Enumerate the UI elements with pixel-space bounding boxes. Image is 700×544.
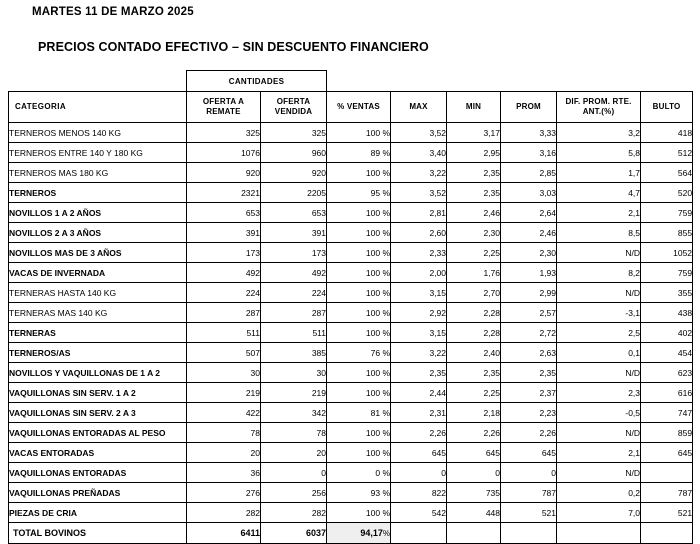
row-bulto: 747 bbox=[641, 403, 693, 423]
table-group-header-row bbox=[9, 71, 693, 92]
row-min: 2,28 bbox=[447, 323, 501, 343]
row-bulto: 759 bbox=[641, 203, 693, 223]
row-bulto: 418 bbox=[641, 123, 693, 143]
row-prom: 2,64 bbox=[501, 203, 557, 223]
row-porcentaje-ventas: 100 % bbox=[327, 283, 391, 303]
total-dif bbox=[557, 523, 641, 544]
row-dif-prom: 0,1 bbox=[557, 343, 641, 363]
row-min: 448 bbox=[447, 503, 501, 523]
row-oferta-vendida: 920 bbox=[261, 163, 327, 183]
col-header-bulto: BULTO bbox=[641, 92, 693, 123]
table-row bbox=[9, 223, 693, 243]
row-prom: 645 bbox=[501, 443, 557, 463]
row-categoria: TERNERAS MAS 140 KG bbox=[9, 303, 187, 323]
row-oferta-remate: 36 bbox=[187, 463, 261, 483]
row-oferta-remate: 391 bbox=[187, 223, 261, 243]
group-header-cantidades: CANTIDADES bbox=[187, 71, 327, 92]
row-max: 3,15 bbox=[391, 323, 447, 343]
row-categoria: NOVILLOS Y VAQUILLONAS DE 1 A 2 bbox=[9, 363, 187, 383]
row-min: 645 bbox=[447, 443, 501, 463]
row-oferta-remate: 173 bbox=[187, 243, 261, 263]
row-oferta-remate: 78 bbox=[187, 423, 261, 443]
row-oferta-remate: 422 bbox=[187, 403, 261, 423]
row-prom: 787 bbox=[501, 483, 557, 503]
table-row bbox=[9, 143, 693, 163]
col-header-dif-prom: DIF. PROM. RTE. ANT.(%) bbox=[557, 92, 641, 123]
row-oferta-vendida: 0 bbox=[261, 463, 327, 483]
row-prom: 2,57 bbox=[501, 303, 557, 323]
row-min: 2,35 bbox=[447, 163, 501, 183]
total-prom bbox=[501, 523, 557, 544]
row-min: 3,17 bbox=[447, 123, 501, 143]
row-dif-prom: 5,8 bbox=[557, 143, 641, 163]
col-header-categoria: CATEGORIA bbox=[9, 92, 187, 123]
prices-table bbox=[8, 70, 693, 544]
total-min bbox=[447, 523, 501, 544]
row-max: 3,15 bbox=[391, 283, 447, 303]
row-oferta-vendida: 219 bbox=[261, 383, 327, 403]
row-prom: 3,16 bbox=[501, 143, 557, 163]
row-dif-prom: N/D bbox=[557, 243, 641, 263]
row-oferta-remate: 276 bbox=[187, 483, 261, 503]
row-oferta-remate: 1076 bbox=[187, 143, 261, 163]
table-row bbox=[9, 183, 693, 203]
row-oferta-remate: 20 bbox=[187, 443, 261, 463]
total-oferta-vendida: 6037 bbox=[261, 523, 327, 544]
total-max bbox=[391, 523, 447, 544]
row-dif-prom: -0,5 bbox=[557, 403, 641, 423]
table-row bbox=[9, 283, 693, 303]
row-bulto bbox=[641, 463, 693, 483]
table-row bbox=[9, 463, 693, 483]
row-bulto: 1052 bbox=[641, 243, 693, 263]
row-porcentaje-ventas: 100 % bbox=[327, 163, 391, 183]
row-prom: 3,03 bbox=[501, 183, 557, 203]
row-bulto: 521 bbox=[641, 503, 693, 523]
col-header-porcentaje-ventas: % VENTAS bbox=[327, 92, 391, 123]
table-row bbox=[9, 383, 693, 403]
row-oferta-vendida: 282 bbox=[261, 503, 327, 523]
row-oferta-vendida: 653 bbox=[261, 203, 327, 223]
row-dif-prom: 7,0 bbox=[557, 503, 641, 523]
row-max: 2,81 bbox=[391, 203, 447, 223]
row-oferta-vendida: 256 bbox=[261, 483, 327, 503]
row-porcentaje-ventas: 93 % bbox=[327, 483, 391, 503]
total-porcentaje-ventas bbox=[327, 523, 391, 544]
row-prom: 0 bbox=[501, 463, 557, 483]
row-categoria: TERNEROS ENTRE 140 Y 180 KG bbox=[9, 143, 187, 163]
row-dif-prom: 1,7 bbox=[557, 163, 641, 183]
row-categoria: TERNEROS MAS 180 KG bbox=[9, 163, 187, 183]
row-oferta-remate: 325 bbox=[187, 123, 261, 143]
row-min: 1,76 bbox=[447, 263, 501, 283]
row-oferta-remate: 507 bbox=[187, 343, 261, 363]
row-prom: 2,35 bbox=[501, 363, 557, 383]
row-oferta-vendida: 2205 bbox=[261, 183, 327, 203]
row-dif-prom: 4,7 bbox=[557, 183, 641, 203]
row-max: 3,40 bbox=[391, 143, 447, 163]
row-prom: 2,23 bbox=[501, 403, 557, 423]
row-dif-prom: 2,5 bbox=[557, 323, 641, 343]
row-porcentaje-ventas: 100 % bbox=[327, 383, 391, 403]
row-prom: 2,72 bbox=[501, 323, 557, 343]
row-oferta-vendida: 391 bbox=[261, 223, 327, 243]
row-prom: 3,33 bbox=[501, 123, 557, 143]
row-min: 2,35 bbox=[447, 183, 501, 203]
total-row bbox=[9, 523, 693, 544]
row-porcentaje-ventas: 100 % bbox=[327, 363, 391, 383]
table-header-row bbox=[9, 92, 693, 123]
table-row bbox=[9, 343, 693, 363]
row-min: 735 bbox=[447, 483, 501, 503]
row-dif-prom: N/D bbox=[557, 283, 641, 303]
row-porcentaje-ventas: 100 % bbox=[327, 203, 391, 223]
row-oferta-vendida: 960 bbox=[261, 143, 327, 163]
total-porcentaje-value: 94,17 bbox=[360, 528, 383, 538]
row-max: 2,44 bbox=[391, 383, 447, 403]
row-oferta-remate: 2321 bbox=[187, 183, 261, 203]
row-porcentaje-ventas: 76 % bbox=[327, 343, 391, 363]
group-header-spacer-left bbox=[9, 71, 187, 92]
row-max: 2,60 bbox=[391, 223, 447, 243]
row-dif-prom: 8,2 bbox=[557, 263, 641, 283]
row-bulto: 564 bbox=[641, 163, 693, 183]
row-categoria: NOVILLOS 2 A 3 AÑOS bbox=[9, 223, 187, 243]
row-categoria: VAQUILLONAS SIN SERV. 1 A 2 bbox=[9, 383, 187, 403]
row-dif-prom: 0,2 bbox=[557, 483, 641, 503]
row-max: 2,35 bbox=[391, 363, 447, 383]
row-oferta-remate: 30 bbox=[187, 363, 261, 383]
row-dif-prom: 3,2 bbox=[557, 123, 641, 143]
row-bulto: 520 bbox=[641, 183, 693, 203]
row-dif-prom: 2,1 bbox=[557, 443, 641, 463]
row-dif-prom: N/D bbox=[557, 463, 641, 483]
row-oferta-vendida: 20 bbox=[261, 443, 327, 463]
row-prom: 2,30 bbox=[501, 243, 557, 263]
row-oferta-vendida: 342 bbox=[261, 403, 327, 423]
row-prom: 2,37 bbox=[501, 383, 557, 403]
row-oferta-remate: 511 bbox=[187, 323, 261, 343]
col-header-min: MIN bbox=[447, 92, 501, 123]
row-min: 2,46 bbox=[447, 203, 501, 223]
row-porcentaje-ventas: 100 % bbox=[327, 423, 391, 443]
table-row bbox=[9, 203, 693, 223]
table-head bbox=[9, 71, 693, 123]
row-bulto: 355 bbox=[641, 283, 693, 303]
row-oferta-remate: 492 bbox=[187, 263, 261, 283]
row-bulto: 759 bbox=[641, 263, 693, 283]
row-min: 2,70 bbox=[447, 283, 501, 303]
row-oferta-vendida: 30 bbox=[261, 363, 327, 383]
row-bulto: 787 bbox=[641, 483, 693, 503]
row-bulto: 859 bbox=[641, 423, 693, 443]
row-bulto: 623 bbox=[641, 363, 693, 383]
row-bulto: 402 bbox=[641, 323, 693, 343]
col-header-prom: PROM bbox=[501, 92, 557, 123]
row-max: 3,22 bbox=[391, 343, 447, 363]
row-min: 2,26 bbox=[447, 423, 501, 443]
table-body bbox=[9, 123, 693, 523]
row-porcentaje-ventas: 100 % bbox=[327, 323, 391, 343]
row-max: 645 bbox=[391, 443, 447, 463]
row-prom: 2,63 bbox=[501, 343, 557, 363]
table-row bbox=[9, 163, 693, 183]
row-max: 3,52 bbox=[391, 183, 447, 203]
row-bulto: 512 bbox=[641, 143, 693, 163]
row-categoria: VAQUILLONAS SIN SERV. 2 A 3 bbox=[9, 403, 187, 423]
row-oferta-vendida: 287 bbox=[261, 303, 327, 323]
row-max: 542 bbox=[391, 503, 447, 523]
table-row bbox=[9, 243, 693, 263]
row-dif-prom: N/D bbox=[557, 423, 641, 443]
row-max: 2,31 bbox=[391, 403, 447, 423]
row-categoria: VAQUILLONAS ENTORADAS AL PESO bbox=[9, 423, 187, 443]
row-min: 2,95 bbox=[447, 143, 501, 163]
row-oferta-vendida: 492 bbox=[261, 263, 327, 283]
row-categoria: PIEZAS DE CRIA bbox=[9, 503, 187, 523]
row-max: 0 bbox=[391, 463, 447, 483]
row-max: 822 bbox=[391, 483, 447, 503]
row-prom: 2,26 bbox=[501, 423, 557, 443]
row-oferta-vendida: 78 bbox=[261, 423, 327, 443]
row-oferta-remate: 287 bbox=[187, 303, 261, 323]
report-date: MARTES 11 DE MARZO 2025 bbox=[32, 6, 194, 18]
row-categoria: TERNEROS/AS bbox=[9, 343, 187, 363]
table-row bbox=[9, 363, 693, 383]
row-categoria: VACAS DE INVERNADA bbox=[9, 263, 187, 283]
row-dif-prom: -3,1 bbox=[557, 303, 641, 323]
row-max: 2,26 bbox=[391, 423, 447, 443]
row-oferta-remate: 224 bbox=[187, 283, 261, 303]
row-bulto: 616 bbox=[641, 383, 693, 403]
row-categoria: VAQUILLONAS ENTORADAS bbox=[9, 463, 187, 483]
row-oferta-vendida: 325 bbox=[261, 123, 327, 143]
row-porcentaje-ventas: 0 % bbox=[327, 463, 391, 483]
row-max: 2,92 bbox=[391, 303, 447, 323]
row-porcentaje-ventas: 100 % bbox=[327, 263, 391, 283]
row-max: 3,22 bbox=[391, 163, 447, 183]
row-porcentaje-ventas: 89 % bbox=[327, 143, 391, 163]
table-row bbox=[9, 323, 693, 343]
col-header-oferta-vendida: OFERTA VENDIDA bbox=[261, 92, 327, 123]
row-categoria: TERNERAS bbox=[9, 323, 187, 343]
group-header-spacer-right bbox=[327, 71, 693, 92]
row-min: 2,18 bbox=[447, 403, 501, 423]
row-prom: 1,93 bbox=[501, 263, 557, 283]
row-oferta-remate: 282 bbox=[187, 503, 261, 523]
page-title: PRECIOS CONTADO EFECTIVO – SIN DESCUENTO FINANCIERO bbox=[38, 40, 429, 54]
row-categoria: TERNEROS bbox=[9, 183, 187, 203]
row-categoria: VACAS ENTORADAS bbox=[9, 443, 187, 463]
row-porcentaje-ventas: 100 % bbox=[327, 503, 391, 523]
row-oferta-remate: 653 bbox=[187, 203, 261, 223]
row-categoria: TERNEROS MENOS 140 KG bbox=[9, 123, 187, 143]
row-bulto: 645 bbox=[641, 443, 693, 463]
row-porcentaje-ventas: 100 % bbox=[327, 443, 391, 463]
row-oferta-vendida: 385 bbox=[261, 343, 327, 363]
table-row bbox=[9, 303, 693, 323]
row-oferta-vendida: 224 bbox=[261, 283, 327, 303]
row-porcentaje-ventas: 100 % bbox=[327, 303, 391, 323]
row-porcentaje-ventas: 95 % bbox=[327, 183, 391, 203]
table-row bbox=[9, 443, 693, 463]
row-dif-prom: N/D bbox=[557, 363, 641, 383]
row-dif-prom: 2,3 bbox=[557, 383, 641, 403]
row-dif-prom: 8,5 bbox=[557, 223, 641, 243]
row-min: 2,25 bbox=[447, 243, 501, 263]
row-bulto: 855 bbox=[641, 223, 693, 243]
col-header-max: MAX bbox=[391, 92, 447, 123]
row-min: 2,25 bbox=[447, 383, 501, 403]
row-bulto: 438 bbox=[641, 303, 693, 323]
row-min: 2,40 bbox=[447, 343, 501, 363]
document-page bbox=[0, 4, 700, 538]
total-porcentaje-unit: % bbox=[382, 529, 391, 538]
row-prom: 2,85 bbox=[501, 163, 557, 183]
table-row bbox=[9, 423, 693, 443]
row-categoria: NOVILLOS 1 A 2 AÑOS bbox=[9, 203, 187, 223]
table-row bbox=[9, 123, 693, 143]
table-row bbox=[9, 503, 693, 523]
row-porcentaje-ventas: 100 % bbox=[327, 243, 391, 263]
row-prom: 521 bbox=[501, 503, 557, 523]
table-row bbox=[9, 263, 693, 283]
row-max: 2,33 bbox=[391, 243, 447, 263]
row-categoria: TERNERAS HASTA 140 KG bbox=[9, 283, 187, 303]
total-oferta-remate: 6411 bbox=[187, 523, 261, 544]
table-row bbox=[9, 403, 693, 423]
row-oferta-remate: 920 bbox=[187, 163, 261, 183]
row-prom: 2,99 bbox=[501, 283, 557, 303]
row-min: 2,28 bbox=[447, 303, 501, 323]
row-prom: 2,46 bbox=[501, 223, 557, 243]
row-categoria: VAQUILLONAS PREÑADAS bbox=[9, 483, 187, 503]
row-porcentaje-ventas: 100 % bbox=[327, 123, 391, 143]
row-max: 2,00 bbox=[391, 263, 447, 283]
row-dif-prom: 2,1 bbox=[557, 203, 641, 223]
row-min: 0 bbox=[447, 463, 501, 483]
row-min: 2,35 bbox=[447, 363, 501, 383]
row-oferta-vendida: 173 bbox=[261, 243, 327, 263]
total-label: TOTAL BOVINOS bbox=[9, 523, 187, 544]
row-bulto: 454 bbox=[641, 343, 693, 363]
row-porcentaje-ventas: 81 % bbox=[327, 403, 391, 423]
row-min: 2,30 bbox=[447, 223, 501, 243]
col-header-oferta-remate: OFERTA A REMATE bbox=[187, 92, 261, 123]
total-bulto bbox=[641, 523, 693, 544]
row-porcentaje-ventas: 100 % bbox=[327, 223, 391, 243]
row-oferta-remate: 219 bbox=[187, 383, 261, 403]
row-categoria: NOVILLOS MAS DE 3 AÑOS bbox=[9, 243, 187, 263]
row-max: 3,52 bbox=[391, 123, 447, 143]
row-oferta-vendida: 511 bbox=[261, 323, 327, 343]
table-foot bbox=[9, 523, 693, 544]
table-row bbox=[9, 483, 693, 503]
